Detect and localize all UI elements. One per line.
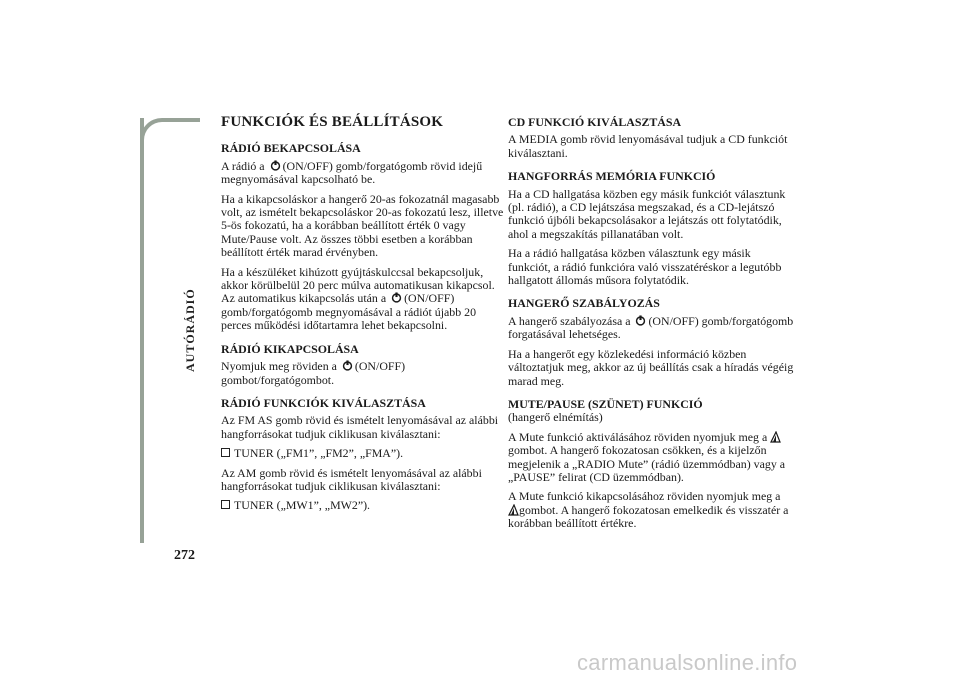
text: (ON/OFF) gomb/forgatógomb rövid idejű megnyomásával kapcsolható be. bbox=[221, 158, 483, 187]
section-subheading: (hangerő elnémítás) bbox=[508, 410, 603, 425]
paragraph: Az FM AS gomb rövid és ismételt lenyomásával az alábbi hangforrásokat tudjuk ciklikusan kiválasztani: bbox=[221, 413, 499, 441]
text: Ha a készüléket kihúzott gyújtáskulccsal bekapcsoljuk, akkor körülbelül 20 perc múlva automatikusan kikapcsol. Az automatikus kikapcsolás után a bbox=[221, 264, 495, 306]
section-heading: RÁDIÓ BEKAPCSOLÁSA bbox=[221, 141, 361, 156]
paragraph: Ha a rádió hallgatása közben választunk egy másik funkciót, a rádió funkcióra való visszatéréskor a legutóbb hallgatott állomás műsora folytatódik. bbox=[508, 246, 782, 288]
page-title: FUNKCIÓK ÉS BEÁLLÍTÁSOK bbox=[221, 114, 444, 130]
paragraph: A MEDIA gomb rövid lenyomásával tudjuk a CD funkciót kiválasztani. bbox=[508, 132, 788, 160]
text: (ON/OFF) gombot/forgatógombot. bbox=[221, 359, 406, 387]
section-heading: CD FUNKCIÓ KIVÁLASZTÁSA bbox=[508, 115, 682, 129]
text: A Mute funkció kikapcsolásához röviden nyomjuk meg a bbox=[508, 489, 781, 504]
paragraph bbox=[508, 315, 794, 342]
paragraph: Ha a kikapcsoláskor a hangerő 20-as fokozatnál magasabb volt, az ismételt bekapcsoláskor 20-as fokozatú lesz, illetve 5-ös fokozatú, ha a korábban beállított érték 0 vagy Mute/Pause volt. Az összes többi esetben a korábban beállított érték marad érvényben. bbox=[221, 191, 504, 260]
paragraph bbox=[221, 360, 507, 387]
text: A rádió a bbox=[221, 158, 268, 173]
side-rule bbox=[140, 118, 144, 543]
watermark: carmanualsonline.info bbox=[577, 650, 798, 675]
section-heading: HANGFORRÁS MEMÓRIA FUNKCIÓ bbox=[508, 169, 716, 184]
left-column bbox=[221, 116, 507, 523]
text: TUNER („FM1”, „FM2”, „FMA”). bbox=[234, 446, 404, 461]
section-radio-off bbox=[221, 343, 507, 387]
section-source-memory bbox=[508, 170, 794, 287]
paragraph: Ha a hangerőt egy közlekedési információ közben változtatjuk meg, akkor az új beállítás csak a híradás végéig marad meg. bbox=[508, 346, 794, 388]
text: gombot. A hangerő fokozatosan emelkedik és visszatér a korábban beállított értékre. bbox=[508, 502, 789, 531]
paragraph bbox=[508, 431, 794, 485]
text: A hangerő szabályozása a bbox=[508, 313, 634, 328]
mute-icon bbox=[508, 504, 519, 516]
paragraph: Ha a CD hallgatása közben egy másik funkciót választunk (pl. rádió), a CD lejátszása megszakad, és a CD-lejátszó funkció újbóli bekapcsolásakor a lejátszás ott folytatódik, ahol a megszakítás pillanatában volt. bbox=[508, 186, 786, 241]
text: gombot. A hangerő fokozatosan csökken, és a kijelzőn megjelenik a „RADIO Mute” (rádió üzemmódban) vagy a „PAUSE” felirat (CD üzemmódban). bbox=[508, 443, 786, 484]
side-bracket bbox=[140, 118, 200, 158]
checkbox-bullet-icon bbox=[221, 500, 230, 509]
text: (ON/OFF) gomb/forgatógomb megnyomásával a rádiót újabb 20 perces működési időtartamra lehet bekapcsolni. bbox=[221, 291, 477, 333]
power-icon bbox=[391, 292, 402, 303]
checkbox-bullet-icon bbox=[221, 448, 230, 457]
section-heading: RÁDIÓ FUNKCIÓK KIVÁLASZTÁSA bbox=[221, 395, 426, 410]
power-icon bbox=[270, 160, 281, 171]
section-heading: RÁDIÓ KIKAPCSOLÁSA bbox=[221, 341, 359, 356]
page-number: 272 bbox=[174, 548, 195, 563]
section-cd-select bbox=[508, 116, 794, 160]
text: A Mute funkció aktiválásához röviden nyomjuk meg a bbox=[508, 429, 771, 444]
right-column bbox=[508, 116, 794, 541]
text: Nyomjuk meg röviden a bbox=[221, 359, 340, 374]
power-icon bbox=[635, 315, 646, 326]
section-mute bbox=[508, 398, 794, 531]
section-radio-on bbox=[221, 142, 507, 332]
paragraph: Az AM gomb rövid és ismételt lenyomásával az alábbi hangforrásokat tudjuk ciklikusan kiválasztani: bbox=[221, 465, 482, 493]
text: (ON/OFF) gomb/forgatógomb forgatásával lehetséges. bbox=[508, 313, 794, 342]
paragraph bbox=[508, 490, 794, 530]
section-volume bbox=[508, 297, 794, 387]
power-icon bbox=[342, 360, 353, 371]
section-heading: MUTE/PAUSE (SZÜNET) FUNKCIÓ bbox=[508, 396, 703, 411]
paragraph bbox=[221, 266, 507, 333]
chapter-label: AUTÓRÁDIÓ bbox=[183, 288, 197, 372]
bullet-item bbox=[221, 447, 507, 460]
text: TUNER („MW1”, „MW2”). bbox=[234, 498, 371, 513]
section-heading: HANGERŐ SZABÁLYOZÁS bbox=[508, 296, 660, 311]
mute-icon bbox=[770, 431, 781, 443]
paragraph bbox=[221, 160, 507, 187]
bullet-item bbox=[221, 499, 507, 512]
section-radio-functions bbox=[221, 397, 507, 513]
